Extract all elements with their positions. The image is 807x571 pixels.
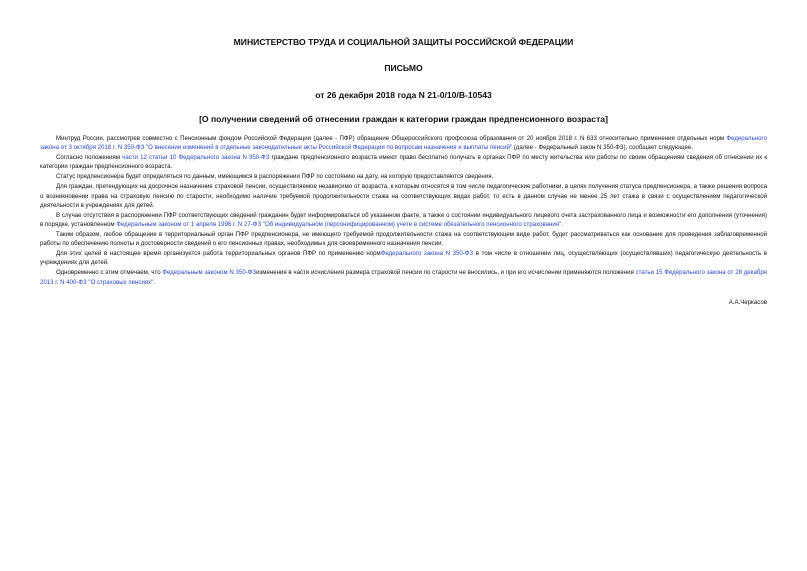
document-type: ПИСЬМО <box>384 63 423 73</box>
paragraph-text: Минтруд России, рассмотрев совместно с Пенсионным фондом Российской Федерации (далее - ПФР) обращение Общероссийского профсоюза образования от 20 ноября 2018 г. N 633 относительно применения отдельных норм <box>56 135 727 142</box>
paragraph-text: Таким образом, любое обращение в территориальный орган ПФР предпенсионера, не имеющего требуемой продолжительности стажа на соответствующем виде работ, будет рассматриваться как основание для проведения заблаговременной работы по обеспечению полноты и достоверности сведений о его пенсионных правах, необходимых для своевременного назначения пенсии. <box>40 230 767 248</box>
paragraph-4 <box>40 182 767 210</box>
law-link[interactable]: Федеральным законом от 1 апреля 1996 г. N 27-ФЗ "Об индивидуальном (персонифицированном) учете в системе обязательного пенсионного страхования" <box>116 221 562 229</box>
paragraph-text: Статус предпенсионера будет определяться по данным, имеющимся в распоряжении ПФР по состоянию на дату, на которую предоставляются сведения. <box>56 173 494 181</box>
paragraph-text: Для этих целей в настоящее время организуется работа территориальных органов ПФР по применению норм <box>56 250 381 258</box>
document-subject: [О получении сведений об отнесении граждан к категории граждан предпенсионного возраста] <box>199 114 608 124</box>
paragraph-7 <box>40 249 767 268</box>
ministry-heading: МИНИСТЕРСТВО ТРУДА И СОЦИАЛЬНОЙ ЗАЩИТЫ РОССИЙСКОЙ ФЕДЕРАЦИИ <box>233 37 574 47</box>
document-date-number: от 26 декабря 2018 года N 21-0/10/В-10543 <box>315 90 492 100</box>
paragraph-text: . <box>153 278 156 286</box>
law-link[interactable]: Федерального закона N 350-ФЗ <box>380 250 474 258</box>
law-link[interactable]: Федеральным законом N 350-ФЗ <box>162 269 257 277</box>
paragraph-text: . <box>561 221 563 229</box>
paragraph-2 <box>40 153 767 172</box>
paragraph-text: В случае отсутствия в распоряжении ПФР соответствующих сведений гражданин будет информироваться об указанном факте, а также о состоянии индивидуального лицевого счета застрахованного лица и возможности его дополнения (уточнения) в порядке, установленном <box>40 211 767 229</box>
paragraph-6 <box>40 230 767 249</box>
law-link[interactable]: Федерального закона от 3 октября 2018 г. N 350-ФЗ "О внесении изменений в отдельные законодательные акты Российской Федерации по вопросам назначения и выплаты пенсий" <box>40 135 767 152</box>
paragraph-3 <box>40 172 767 181</box>
paragraph-5 <box>40 211 767 230</box>
paragraph-text: (далее - Федеральный закон N 350-ФЗ), сообщает следующее. <box>512 144 693 152</box>
paragraph-text: Одновременно с этим отмечаем, что <box>56 269 163 277</box>
paragraph-1 <box>40 134 767 153</box>
document-body <box>40 134 767 287</box>
paragraph-8 <box>40 268 767 287</box>
paragraph-text: Согласно положениям <box>56 154 123 162</box>
law-link[interactable]: статьи 15 Федерального закона от 28 декабря 2013 г. N 400-ФЗ "О страховых пенсиях" <box>40 269 767 286</box>
paragraph-text: Для граждан, претендующих на досрочное назначение страховой пенсии, осуществляемое независимо от возраста, к которым относятся в том числе педагогические работники, в целях получения статуса предпенсионера, а также решения вопроса о возникновении права на страховую пенсию по старости, необходимо наличие требуемой продолжительности стажа на соответствующих видах работ, то есть в данном случае не менее 25 лет стажа в связи с осуществлением педагогической деятельности в учреждениях для детей. <box>40 183 767 209</box>
paragraph-text: граждане предпенсионного возраста имеют право бесплатно получать в органах ПФР по месту жительства или работы по своим обращениям сведения об отнесении их к категории граждан предпенсионного возраста. <box>40 154 768 171</box>
paragraph-text: изменения в части исчисления размера страховой пенсии по старости не вносились, и при его исчислении применяются положения <box>256 269 636 277</box>
signature: А.А.Черкасов <box>728 298 767 306</box>
law-link[interactable]: части 12 статьи 10 Федерального закона N 350-ФЗ <box>122 154 270 162</box>
paragraph-text: в том числе в отношении лиц, осуществляющих (осуществлявших) педагогическую деятельность в учреждениях для детей. <box>40 250 768 267</box>
